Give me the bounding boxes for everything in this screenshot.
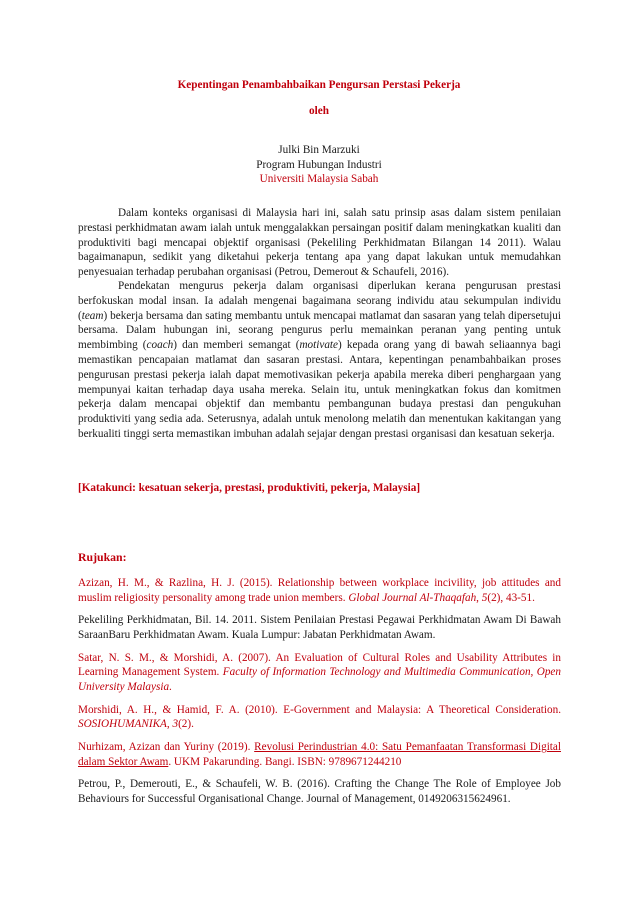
reference-item-6: Petrou, P., Demerouti, E., & Schaufeli, W. B. (2016). Crafting the Change The Role of Employee Job Behaviours for Successful Organisational Change. Journal of Management, 0149206315624961. <box>78 778 561 806</box>
ref3-text-a: Satar, N. S. M., & Morshidi, A. (2007). An Evaluation of Cultural Roles and Usability Attributes in Learning Management System. <box>78 651 561 679</box>
p2-term-motivate: motivate <box>299 339 338 352</box>
ref1-volume: 5 <box>481 591 488 604</box>
abstract-paragraph-2 <box>78 279 561 442</box>
reference-item-4 <box>78 703 561 732</box>
ref4-volume: 3 <box>172 718 179 731</box>
p2-text-d: ) kepada orang yang di bawah seliaannya bagi memastikan pencapaian matlamat dan sasaran prestasi. Antara, kepentingan penambahbaikan proses pengurusan prestasi pekerja ialah dapat memotivasikan pekerja apabila mereka diberi penghargaan yang mempunyai kaitan terhadap daya usaha mereka. Selain itu, untuk meningkatkan fokus dan komitmen pekerja dalam mencapai objektif dan membantu pembangunan budaya prestasi dan pengukuhan produktiviti yang sedia ada. Seterusnya, adalah untuk menolong melatih dan menentukan kakitangan yang berkualiti tinggi serta memastikan imbuhan adalah sejajar dengan prestasi organisasi dan kesatuan sekerja. <box>78 339 562 440</box>
author-university: Universiti Malaysia Sabah <box>259 173 379 185</box>
p2-term-coach: coach <box>146 339 174 352</box>
ref5-text-a: Nurhizam, Azizan dan Yuriny (2019). <box>78 741 255 754</box>
reference-item-2: Pekeliling Perkhidmatan, Bil. 14. 2011. Sistem Penilaian Prestasi Pegawai Perkhidmatan Awam Di Bawah SaraanBaru Perkhidmatan Awam. Kuala Lumpur: Jabatan Perkhidmatan Awam. <box>78 614 561 641</box>
ref1-text-b: , <box>476 591 482 604</box>
author-program: Program Hubungan Industri <box>256 158 382 171</box>
p2-text-c: ) dan memberi semangat ( <box>173 339 300 352</box>
p2-text-a: Pendekatan mengurus pekerja dalam organisasi diperlukan kerana pengurusan prestasi berfokuskan modal insan. Ia adalah mengenai bagaimana seorang individu atau sekumpulan individu ( <box>78 280 561 322</box>
paper-title: Kepentingan Penambahbaikan Pengursan Perstasi Pekerja <box>177 79 461 91</box>
abstract-paragraph-1: Dalam konteks organisasi di Malaysia hari ini, salah satu prinsip asas dalam sistem penilaian prestasi perkhidmatan awam ialah untuk menggalakkan persaingan positif dalam meningkatkan kualiti dan produktiviti bagi mencapai objektif organisasi (Pekeliling Perkhidmatan Bilangan 14 2011). Walau bagaimanapun, sedikit yang diketahui pekerja tentang apa yang dapat lakukan untuk memudahkan penyesuaian terhadap perubahan organisasi (Petrou, Demerout & Schaufeli, 2016). <box>78 207 561 279</box>
reference-item-1 <box>78 576 561 605</box>
ref3-text-b: . <box>169 680 172 693</box>
author-block <box>0 143 638 187</box>
references-heading: Rujukan: <box>78 550 127 564</box>
ref3-publisher: Faculty of Information Technology and Multimedia Communication, Open University Malaysia <box>78 666 561 693</box>
keywords: [Katakunci: kesatuan sekerja, prestasi, produktiviti, pekerja, Malaysia] <box>78 482 421 494</box>
ref4-text-b: , <box>166 718 173 731</box>
ref1-journal: Global Journal Al-Thaqafah <box>348 591 477 604</box>
reference-item-5 <box>78 740 561 769</box>
ref5-title-link[interactable]: Revolusi Perindustrian 4.0: Satu Pemanfaatan Transformasi Digital dalam Sektor Awam <box>78 741 561 768</box>
reference-list <box>78 576 561 815</box>
p2-term-team: team <box>81 309 104 322</box>
ref4-text-a: Morshidi, A. H., & Hamid, F. A. (2010). E-Government and Malaysia: A Theoretical Consideration. <box>78 703 561 716</box>
author-name: Julki Bin Marzuki <box>278 144 360 156</box>
ref1-text-c: (2), 43-51. <box>487 591 535 604</box>
ref5-text-b: . UKM Pakarunding. Bangi. ISBN: 9789671244210 <box>168 755 402 768</box>
ref4-text-c: (2). <box>178 718 194 731</box>
byline-oleh: oleh <box>309 105 329 117</box>
ref1-text-a: Azizan, H. M., & Razlina, H. J. (2015). Relationship between workplace incivility, job attitudes and muslim religiosity personality among trade union members. <box>78 577 561 604</box>
reference-item-3 <box>78 651 561 695</box>
p2-text-b: ) bekerja bersama dan sating membantu untuk mencapai matlamat dan sasaran yang telah dipersetujui bersama. Dalam hubungan ini, seorang pengurus perlu memainkan peranan yang penting untuk membimbing ( <box>78 309 561 352</box>
ref4-journal: SOSIOHUMANIKA <box>78 718 167 731</box>
